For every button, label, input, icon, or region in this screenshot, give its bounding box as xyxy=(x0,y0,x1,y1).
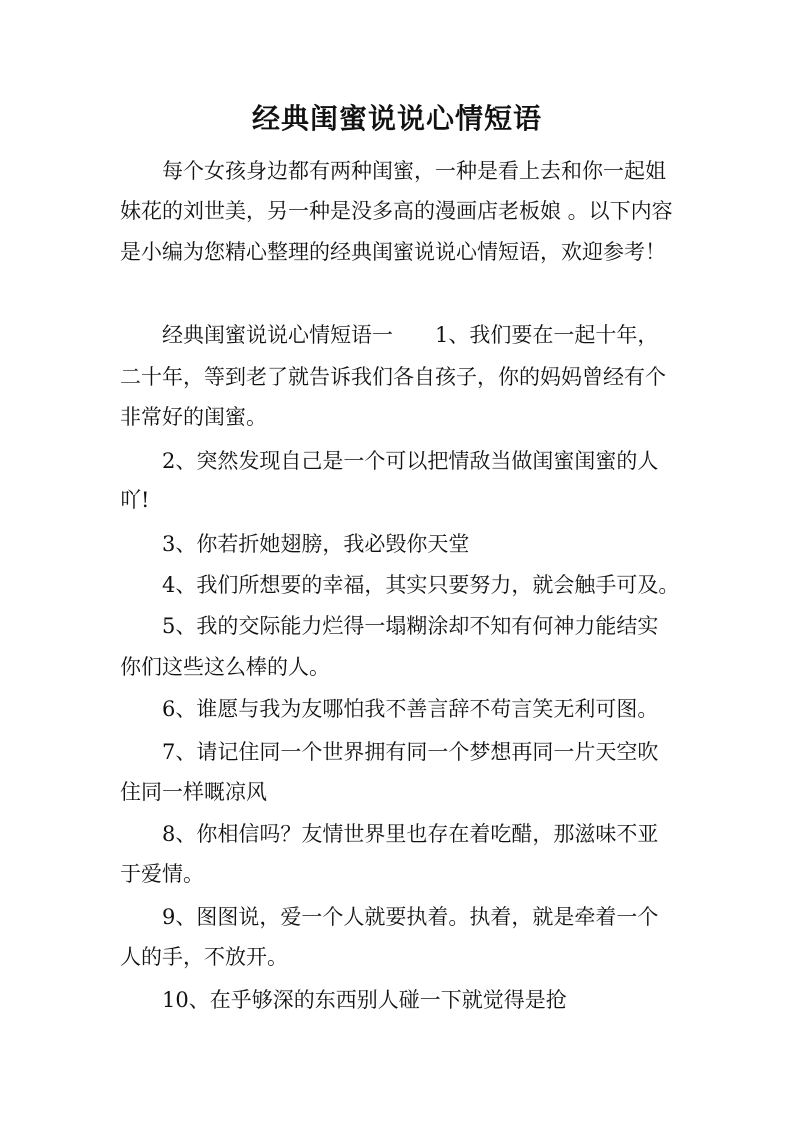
list-item-line: 吖! xyxy=(120,488,150,512)
section-line: 非常好的闺蜜。 xyxy=(120,405,267,429)
list-item-line: 10、在乎够深的东西别人碰一下就觉得是抢 xyxy=(162,988,567,1012)
list-item-line: 8、你相信吗？友情世界里也存在着吃醋，那滋味不亚 xyxy=(162,822,659,846)
list-item-line: 你们这些这么棒的人。 xyxy=(120,655,330,679)
list-item-line: 5、我的交际能力烂得一塌糊涂却不知有何神力能结实 xyxy=(162,614,659,638)
list-item-line: 4、我们所想要的幸福，其实只要努力，就会触手可及。 xyxy=(162,573,680,597)
list-item-line: 人的手，不放开。 xyxy=(120,945,288,969)
intro-line: 妹花的刘世美，另一种是没多高的漫画店老板娘 。以下内容 xyxy=(120,199,673,223)
document-title: 经典闺蜜说说心情短语 xyxy=(251,102,542,135)
intro-line: 每个女孩身边都有两种闺蜜，一种是看上去和你一起姐 xyxy=(162,159,666,183)
list-item-line: 于爱情。 xyxy=(120,862,204,886)
section-heading-line: 经典闺蜜说说心情短语一 1、我们要在一起十年， xyxy=(162,323,659,347)
intro-line: 是小编为您精心整理的经典闺蜜说说心情短语，欢迎参考！ xyxy=(120,240,666,264)
list-item-line: 2、突然发现自己是一个可以把情敌当做闺蜜闺蜜的人 xyxy=(162,449,659,473)
list-item-line: 住同一样嘅凉风 xyxy=(120,780,267,804)
list-item-line: 9、图图说，爱一个人就要执着。执着，就是牵着一个 xyxy=(162,905,659,929)
list-item-line: 7、请记住同一个世界拥有同一个梦想再同一片天空吹 xyxy=(162,740,659,764)
list-item-line: 3、你若折她翅膀，我必毁你天堂 xyxy=(162,532,470,556)
section-line: 二十年，等到老了就告诉我们各自孩子，你的妈妈曾经有个 xyxy=(120,365,666,389)
list-item-line: 6、谁愿与我为友哪怕我不善言辞不苟言笑无利可图。 xyxy=(162,697,659,721)
